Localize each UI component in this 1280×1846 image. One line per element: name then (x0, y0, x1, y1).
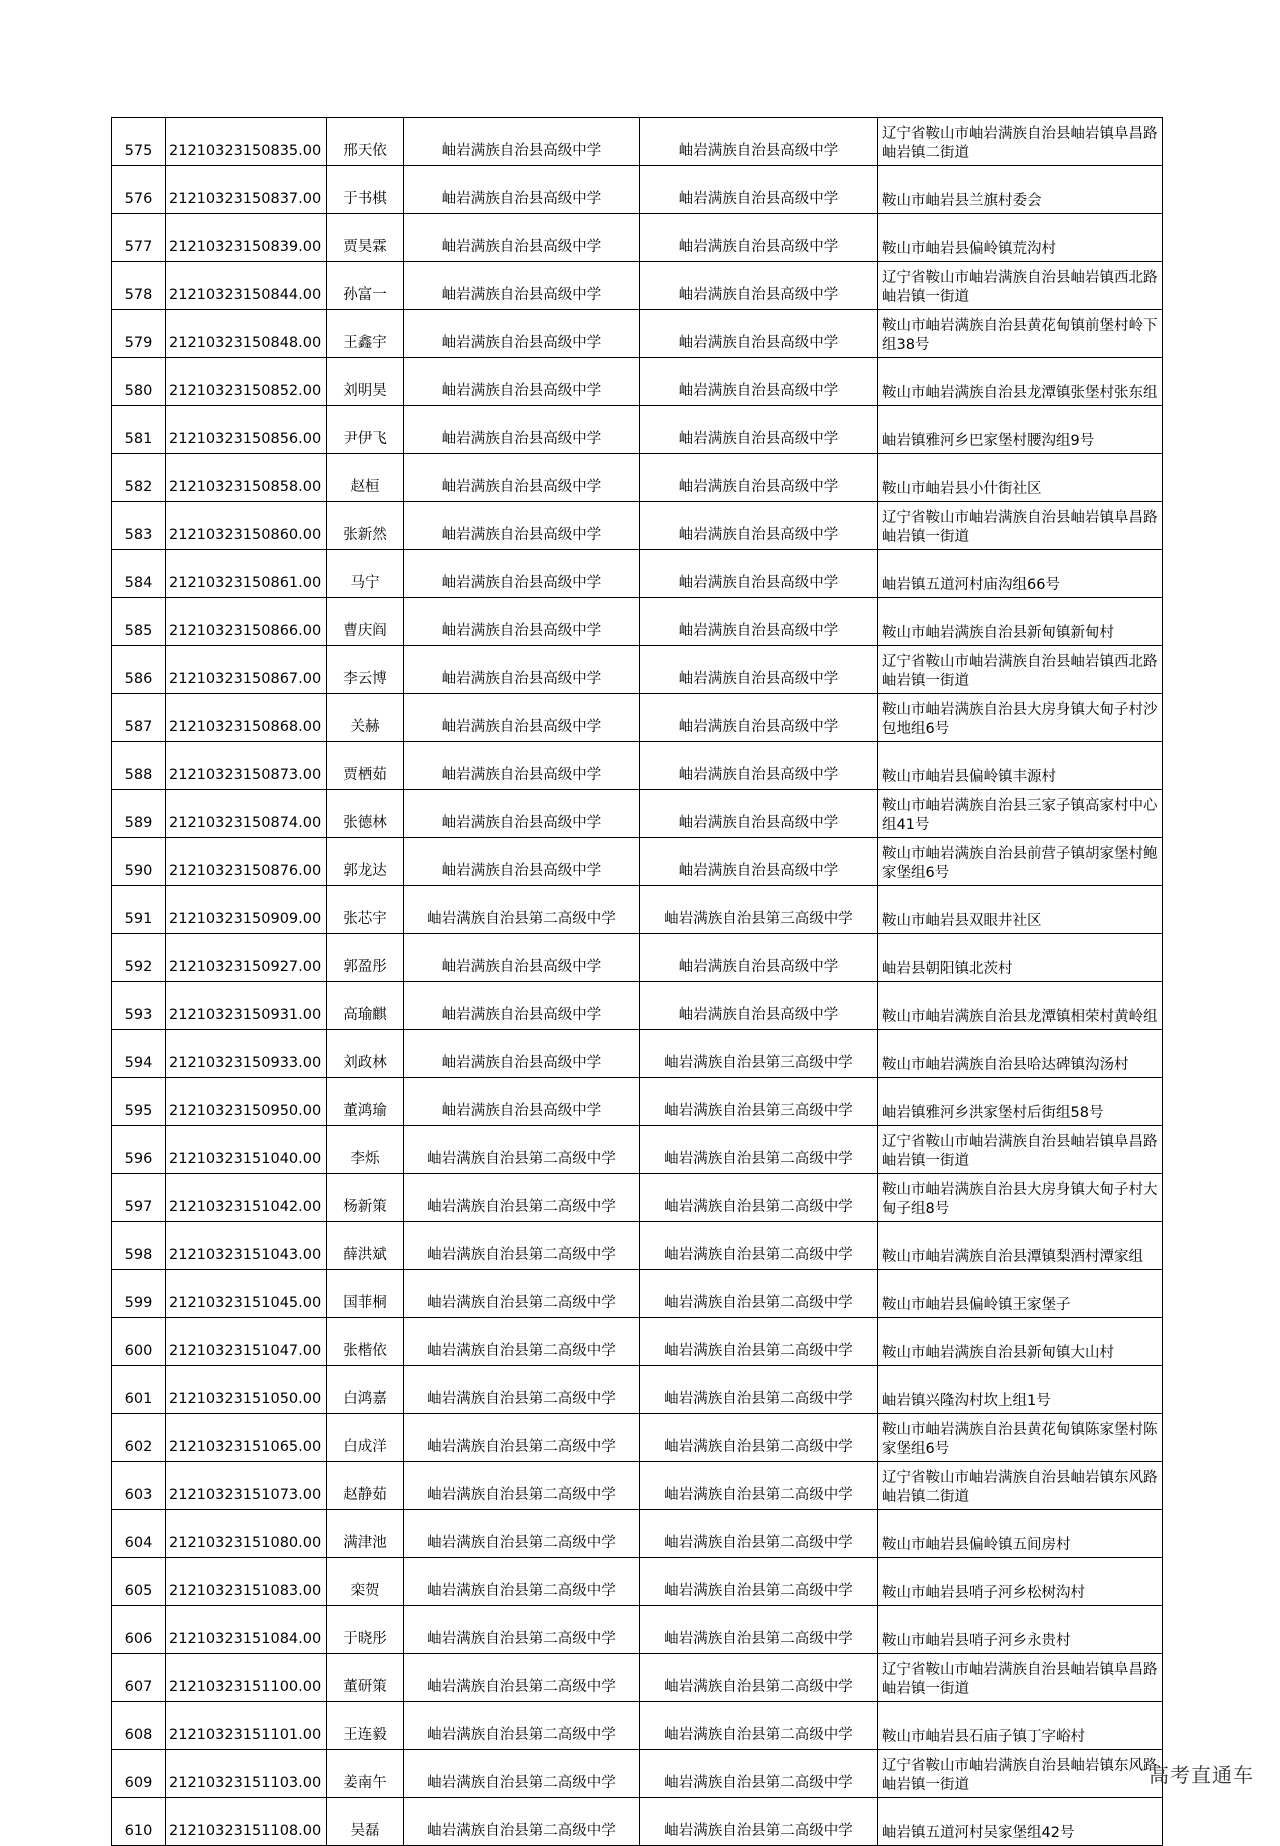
student-name: 白成洋 (327, 1414, 404, 1462)
student-name: 郭盈彤 (327, 934, 404, 982)
table-row (112, 1270, 1163, 1318)
row-number: 597 (112, 1174, 166, 1222)
row-number: 601 (112, 1366, 166, 1414)
table-row (112, 646, 1163, 694)
student-name: 张新然 (327, 502, 404, 550)
student-name: 国菲桐 (327, 1270, 404, 1318)
table-row (112, 358, 1163, 406)
table-row (112, 1366, 1163, 1414)
home-address: 辽宁省鞍山市岫岩满族自治县岫岩镇西北路岫岩镇一街道 (878, 262, 1163, 310)
exam-id: 21210323150837.00 (166, 166, 327, 214)
exam-id: 21210323150876.00 (166, 838, 327, 886)
table-row (112, 1078, 1163, 1126)
graduated-school: 岫岩满族自治县高级中学 (404, 838, 640, 886)
home-address: 辽宁省鞍山市岫岩满族自治县岫岩镇西北路岫岩镇一街道 (878, 646, 1163, 694)
exam-id: 21210323150852.00 (166, 358, 327, 406)
admitted-school: 岫岩满族自治县高级中学 (640, 310, 878, 358)
table-row (112, 982, 1163, 1030)
home-address: 辽宁省鞍山市岫岩满族自治县岫岩镇东风路岫岩镇二街道 (878, 1462, 1163, 1510)
row-number: 599 (112, 1270, 166, 1318)
row-number: 609 (112, 1750, 166, 1798)
student-name: 邢天依 (327, 118, 404, 166)
student-name: 关赫 (327, 694, 404, 742)
admitted-school: 岫岩满族自治县第二高级中学 (640, 1702, 878, 1750)
home-address: 鞍山市岫岩满族自治县大房身镇大甸子村大甸子组8号 (878, 1174, 1163, 1222)
row-number: 583 (112, 502, 166, 550)
student-name: 刘政林 (327, 1030, 404, 1078)
student-name: 薛洪斌 (327, 1222, 404, 1270)
home-address: 鞍山市岫岩县偏岭镇五间房村 (878, 1510, 1163, 1558)
home-address: 鞍山市岫岩县小什街社区 (878, 454, 1163, 502)
row-number: 587 (112, 694, 166, 742)
table-row (112, 550, 1163, 598)
student-name: 王鑫宇 (327, 310, 404, 358)
home-address: 鞍山市岫岩县兰旗村委会 (878, 166, 1163, 214)
student-name: 于晓彤 (327, 1606, 404, 1654)
exam-id: 21210323150909.00 (166, 886, 327, 934)
table-row (112, 1558, 1163, 1606)
home-address: 岫岩镇五道河村庙沟组66号 (878, 550, 1163, 598)
admitted-school: 岫岩满族自治县第二高级中学 (640, 1510, 878, 1558)
student-name: 高瑜麒 (327, 982, 404, 1030)
student-name: 王连毅 (327, 1702, 404, 1750)
table-body (112, 118, 1163, 1846)
graduated-school: 岫岩满族自治县第二高级中学 (404, 1366, 640, 1414)
graduated-school: 岫岩满族自治县高级中学 (404, 454, 640, 502)
exam-id: 21210323150874.00 (166, 790, 327, 838)
admitted-school: 岫岩满族自治县高级中学 (640, 214, 878, 262)
home-address: 鞍山市岫岩县石庙子镇丁字峪村 (878, 1702, 1163, 1750)
student-name: 吴磊 (327, 1798, 404, 1846)
graduated-school: 岫岩满族自治县高级中学 (404, 406, 640, 454)
home-address: 鞍山市岫岩县双眼井社区 (878, 886, 1163, 934)
exam-id: 21210323151103.00 (166, 1750, 327, 1798)
graduated-school: 岫岩满族自治县高级中学 (404, 1030, 640, 1078)
row-number: 604 (112, 1510, 166, 1558)
table-row (112, 1222, 1163, 1270)
student-name: 李云博 (327, 646, 404, 694)
home-address: 辽宁省鞍山市岫岩满族自治县岫岩镇阜昌路岫岩镇一街道 (878, 1654, 1163, 1702)
exam-id: 21210323151047.00 (166, 1318, 327, 1366)
home-address: 鞍山市岫岩满族自治县潭镇梨酒村潭家组 (878, 1222, 1163, 1270)
graduated-school: 岫岩满族自治县第二高级中学 (404, 1462, 640, 1510)
row-number: 584 (112, 550, 166, 598)
graduated-school: 岫岩满族自治县高级中学 (404, 166, 640, 214)
graduated-school: 岫岩满族自治县第二高级中学 (404, 1174, 640, 1222)
graduated-school: 岫岩满族自治县高级中学 (404, 982, 640, 1030)
graduated-school: 岫岩满族自治县高级中学 (404, 790, 640, 838)
home-address: 鞍山市岫岩满族自治县黄花甸镇陈家堡村陈家堡组6号 (878, 1414, 1163, 1462)
home-address: 鞍山市岫岩满族自治县新甸镇大山村 (878, 1318, 1163, 1366)
exam-id: 21210323151084.00 (166, 1606, 327, 1654)
graduated-school: 岫岩满族自治县高级中学 (404, 550, 640, 598)
exam-id: 21210323150844.00 (166, 262, 327, 310)
home-address: 鞍山市岫岩县哨子河乡松树沟村 (878, 1558, 1163, 1606)
graduated-school: 岫岩满族自治县高级中学 (404, 214, 640, 262)
exam-id: 21210323150858.00 (166, 454, 327, 502)
table-row (112, 886, 1163, 934)
student-name: 贾昊霖 (327, 214, 404, 262)
row-number: 606 (112, 1606, 166, 1654)
admitted-school: 岫岩满族自治县高级中学 (640, 934, 878, 982)
student-name: 赵桓 (327, 454, 404, 502)
table-row (112, 1414, 1163, 1462)
table-row (112, 1462, 1163, 1510)
admitted-school: 岫岩满族自治县高级中学 (640, 598, 878, 646)
home-address: 岫岩镇兴隆沟村坎上组1号 (878, 1366, 1163, 1414)
home-address: 辽宁省鞍山市岫岩满族自治县岫岩镇东风路岫岩镇一街道 (878, 1750, 1163, 1798)
student-name: 尹伊飞 (327, 406, 404, 454)
student-name: 于书棋 (327, 166, 404, 214)
exam-id: 21210323151040.00 (166, 1126, 327, 1174)
table-row (112, 838, 1163, 886)
table-row (112, 1510, 1163, 1558)
table-row (112, 1702, 1163, 1750)
table-row (112, 1030, 1163, 1078)
graduated-school: 岫岩满族自治县第二高级中学 (404, 886, 640, 934)
exam-id: 21210323151065.00 (166, 1414, 327, 1462)
graduated-school: 岫岩满族自治县高级中学 (404, 502, 640, 550)
admitted-school: 岫岩满族自治县第二高级中学 (640, 1462, 878, 1510)
student-name: 张楷依 (327, 1318, 404, 1366)
exam-id: 21210323150866.00 (166, 598, 327, 646)
graduated-school: 岫岩满族自治县第二高级中学 (404, 1654, 640, 1702)
admitted-school: 岫岩满族自治县第二高级中学 (640, 1558, 878, 1606)
admitted-school: 岫岩满族自治县第三高级中学 (640, 886, 878, 934)
watermark-text: 高考直通车 (1149, 1763, 1254, 1787)
home-address: 岫岩镇五道河村吴家堡组42号 (878, 1798, 1163, 1846)
admitted-school: 岫岩满族自治县高级中学 (640, 358, 878, 406)
admitted-school: 岫岩满族自治县第二高级中学 (640, 1798, 878, 1846)
table-row (112, 694, 1163, 742)
table-row (112, 214, 1163, 262)
admitted-school: 岫岩满族自治县第二高级中学 (640, 1750, 878, 1798)
home-address: 辽宁省鞍山市岫岩满族自治县岫岩镇阜昌路岫岩镇一街道 (878, 1126, 1163, 1174)
exam-id: 21210323151045.00 (166, 1270, 327, 1318)
home-address: 鞍山市岫岩县哨子河乡永贵村 (878, 1606, 1163, 1654)
admitted-school: 岫岩满族自治县高级中学 (640, 550, 878, 598)
student-name: 张芯宇 (327, 886, 404, 934)
exam-id: 21210323150873.00 (166, 742, 327, 790)
table-row (112, 1126, 1163, 1174)
student-name: 张德林 (327, 790, 404, 838)
student-name: 李烁 (327, 1126, 404, 1174)
student-name: 孙富一 (327, 262, 404, 310)
exam-id: 21210323151073.00 (166, 1462, 327, 1510)
exam-id: 21210323150927.00 (166, 934, 327, 982)
home-address: 辽宁省鞍山市岫岩满族自治县岫岩镇阜昌路岫岩镇二街道 (878, 118, 1163, 166)
home-address: 鞍山市岫岩满族自治县龙潭镇张堡村张东组 (878, 358, 1163, 406)
table-row (112, 1750, 1163, 1798)
home-address: 鞍山市岫岩县偏岭镇丰源村 (878, 742, 1163, 790)
admitted-school: 岫岩满族自治县第三高级中学 (640, 1030, 878, 1078)
table-row (112, 598, 1163, 646)
student-name: 董研策 (327, 1654, 404, 1702)
graduated-school: 岫岩满族自治县第二高级中学 (404, 1558, 640, 1606)
student-name: 郭龙达 (327, 838, 404, 886)
row-number: 589 (112, 790, 166, 838)
row-number: 595 (112, 1078, 166, 1126)
graduated-school: 岫岩满族自治县第二高级中学 (404, 1798, 640, 1846)
home-address: 鞍山市岫岩满族自治县哈达碑镇沟汤村 (878, 1030, 1163, 1078)
admitted-school: 岫岩满族自治县第二高级中学 (640, 1606, 878, 1654)
student-table (111, 117, 1163, 1846)
home-address: 鞍山市岫岩满族自治县龙潭镇相荣村黄岭组 (878, 982, 1163, 1030)
table-row (112, 742, 1163, 790)
admitted-school: 岫岩满族自治县高级中学 (640, 982, 878, 1030)
exam-id: 21210323151108.00 (166, 1798, 327, 1846)
exam-id: 21210323150868.00 (166, 694, 327, 742)
admitted-school: 岫岩满族自治县高级中学 (640, 694, 878, 742)
exam-id: 21210323150860.00 (166, 502, 327, 550)
graduated-school: 岫岩满族自治县第二高级中学 (404, 1318, 640, 1366)
home-address: 鞍山市岫岩县偏岭镇荒沟村 (878, 214, 1163, 262)
exam-id: 21210323150867.00 (166, 646, 327, 694)
admitted-school: 岫岩满族自治县高级中学 (640, 166, 878, 214)
row-number: 590 (112, 838, 166, 886)
admitted-school: 岫岩满族自治县高级中学 (640, 502, 878, 550)
home-address: 鞍山市岫岩满族自治县前营子镇胡家堡村鲍家堡组6号 (878, 838, 1163, 886)
row-number: 581 (112, 406, 166, 454)
table-row (112, 118, 1163, 166)
admitted-school: 岫岩满族自治县第三高级中学 (640, 1078, 878, 1126)
admitted-school: 岫岩满族自治县高级中学 (640, 454, 878, 502)
admitted-school: 岫岩满族自治县第二高级中学 (640, 1126, 878, 1174)
graduated-school: 岫岩满族自治县高级中学 (404, 310, 640, 358)
exam-id: 21210323150933.00 (166, 1030, 327, 1078)
graduated-school: 岫岩满族自治县高级中学 (404, 598, 640, 646)
admitted-school: 岫岩满族自治县第二高级中学 (640, 1318, 878, 1366)
home-address: 鞍山市岫岩满族自治县新甸镇新甸村 (878, 598, 1163, 646)
row-number: 578 (112, 262, 166, 310)
table-row (112, 1606, 1163, 1654)
graduated-school: 岫岩满族自治县高级中学 (404, 742, 640, 790)
row-number: 602 (112, 1414, 166, 1462)
table-row (112, 502, 1163, 550)
student-name: 满津池 (327, 1510, 404, 1558)
table-row (112, 1318, 1163, 1366)
exam-id: 21210323150856.00 (166, 406, 327, 454)
row-number: 605 (112, 1558, 166, 1606)
graduated-school: 岫岩满族自治县第二高级中学 (404, 1414, 640, 1462)
row-number: 588 (112, 742, 166, 790)
exam-id: 21210323150848.00 (166, 310, 327, 358)
student-name: 栾贺 (327, 1558, 404, 1606)
row-number: 593 (112, 982, 166, 1030)
exam-id: 21210323151100.00 (166, 1654, 327, 1702)
row-number: 579 (112, 310, 166, 358)
row-number: 586 (112, 646, 166, 694)
admitted-school: 岫岩满族自治县高级中学 (640, 262, 878, 310)
admitted-school: 岫岩满族自治县高级中学 (640, 838, 878, 886)
row-number: 577 (112, 214, 166, 262)
student-name: 杨新策 (327, 1174, 404, 1222)
exam-id: 21210323151101.00 (166, 1702, 327, 1750)
table-row (112, 406, 1163, 454)
admitted-school: 岫岩满族自治县高级中学 (640, 742, 878, 790)
admitted-school: 岫岩满族自治县高级中学 (640, 646, 878, 694)
row-number: 598 (112, 1222, 166, 1270)
exam-id: 21210323151042.00 (166, 1174, 327, 1222)
exam-id: 21210323150861.00 (166, 550, 327, 598)
exam-id: 21210323150950.00 (166, 1078, 327, 1126)
table-row (112, 1798, 1163, 1846)
table-row (112, 166, 1163, 214)
admitted-school: 岫岩满族自治县第二高级中学 (640, 1414, 878, 1462)
admitted-school: 岫岩满族自治县高级中学 (640, 790, 878, 838)
row-number: 596 (112, 1126, 166, 1174)
student-name: 姜南午 (327, 1750, 404, 1798)
admitted-school: 岫岩满族自治县第二高级中学 (640, 1222, 878, 1270)
home-address: 鞍山市岫岩满族自治县黄花甸镇前堡村岭下组38号 (878, 310, 1163, 358)
table-row (112, 1654, 1163, 1702)
admitted-school: 岫岩满族自治县第二高级中学 (640, 1174, 878, 1222)
table-row (112, 262, 1163, 310)
row-number: 600 (112, 1318, 166, 1366)
row-number: 585 (112, 598, 166, 646)
student-name: 马宁 (327, 550, 404, 598)
home-address: 岫岩县朝阳镇北茨村 (878, 934, 1163, 982)
row-number: 576 (112, 166, 166, 214)
table-row (112, 1174, 1163, 1222)
row-number: 580 (112, 358, 166, 406)
admitted-school: 岫岩满族自治县第二高级中学 (640, 1270, 878, 1318)
home-address: 岫岩镇雅河乡洪家堡村后街组58号 (878, 1078, 1163, 1126)
graduated-school: 岫岩满族自治县高级中学 (404, 694, 640, 742)
student-name: 刘明昊 (327, 358, 404, 406)
exam-id: 21210323151080.00 (166, 1510, 327, 1558)
exam-id: 21210323150931.00 (166, 982, 327, 1030)
graduated-school: 岫岩满族自治县第二高级中学 (404, 1606, 640, 1654)
exam-id: 21210323150839.00 (166, 214, 327, 262)
row-number: 594 (112, 1030, 166, 1078)
student-name: 曹庆阎 (327, 598, 404, 646)
exam-id: 21210323150835.00 (166, 118, 327, 166)
student-name: 贾栖茹 (327, 742, 404, 790)
table-row (112, 934, 1163, 982)
graduated-school: 岫岩满族自治县高级中学 (404, 262, 640, 310)
student-name: 董鸿瑜 (327, 1078, 404, 1126)
graduated-school: 岫岩满族自治县第二高级中学 (404, 1510, 640, 1558)
graduated-school: 岫岩满族自治县第二高级中学 (404, 1270, 640, 1318)
table-row (112, 790, 1163, 838)
admitted-school: 岫岩满族自治县第二高级中学 (640, 1366, 878, 1414)
graduated-school: 岫岩满族自治县第二高级中学 (404, 1750, 640, 1798)
home-address: 辽宁省鞍山市岫岩满族自治县岫岩镇阜昌路岫岩镇一街道 (878, 502, 1163, 550)
exam-id: 21210323151083.00 (166, 1558, 327, 1606)
row-number: 610 (112, 1798, 166, 1846)
graduated-school: 岫岩满族自治县第二高级中学 (404, 1702, 640, 1750)
row-number: 575 (112, 118, 166, 166)
admitted-school: 岫岩满族自治县高级中学 (640, 118, 878, 166)
graduated-school: 岫岩满族自治县高级中学 (404, 118, 640, 166)
student-name: 白鸿嘉 (327, 1366, 404, 1414)
graduated-school: 岫岩满族自治县高级中学 (404, 646, 640, 694)
home-address: 鞍山市岫岩满族自治县三家子镇高家村中心组41号 (878, 790, 1163, 838)
home-address: 鞍山市岫岩县偏岭镇王家堡子 (878, 1270, 1163, 1318)
graduated-school: 岫岩满族自治县高级中学 (404, 358, 640, 406)
row-number: 591 (112, 886, 166, 934)
home-address: 鞍山市岫岩满族自治县大房身镇大甸子村沙包地组6号 (878, 694, 1163, 742)
row-number: 603 (112, 1462, 166, 1510)
exam-id: 21210323151043.00 (166, 1222, 327, 1270)
row-number: 607 (112, 1654, 166, 1702)
admitted-school: 岫岩满族自治县第二高级中学 (640, 1654, 878, 1702)
exam-id: 21210323151050.00 (166, 1366, 327, 1414)
student-name: 赵静茹 (327, 1462, 404, 1510)
table-row (112, 454, 1163, 502)
graduated-school: 岫岩满族自治县第二高级中学 (404, 1126, 640, 1174)
row-number: 592 (112, 934, 166, 982)
row-number: 608 (112, 1702, 166, 1750)
graduated-school: 岫岩满族自治县高级中学 (404, 1078, 640, 1126)
home-address: 岫岩镇雅河乡巴家堡村腰沟组9号 (878, 406, 1163, 454)
admitted-school: 岫岩满族自治县高级中学 (640, 406, 878, 454)
row-number: 582 (112, 454, 166, 502)
table-row (112, 310, 1163, 358)
graduated-school: 岫岩满族自治县高级中学 (404, 934, 640, 982)
graduated-school: 岫岩满族自治县第二高级中学 (404, 1222, 640, 1270)
